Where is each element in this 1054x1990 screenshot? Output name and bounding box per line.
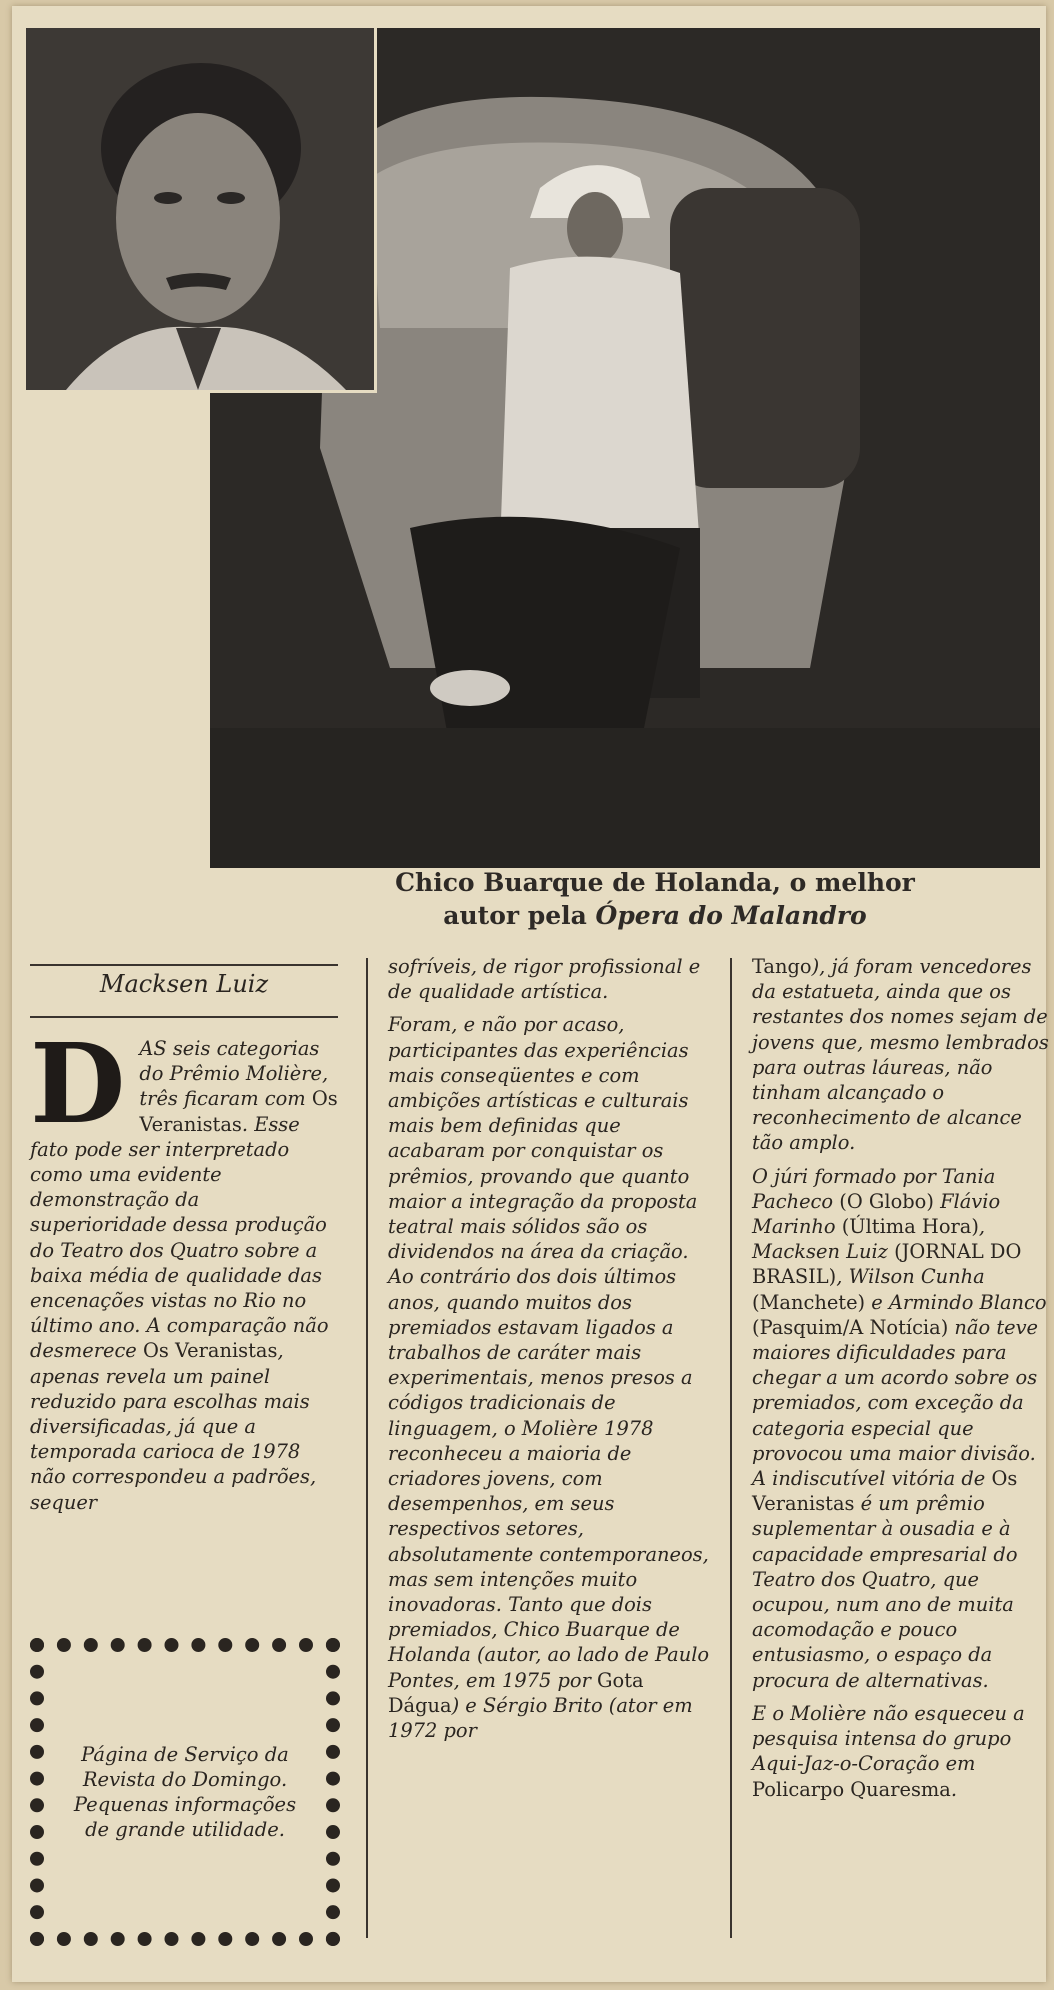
byline-bottom-rule [30,1016,338,1018]
article-paragraph: sofríveis, de rigor profissional e de qualidade artística. [388,955,701,1004]
byline-top-rule [30,964,338,966]
byline: Macksen Luiz [99,970,269,998]
drop-cap: D [30,1019,126,1148]
column-rule-1 [366,958,368,1938]
column-rule-2 [730,958,732,1938]
article-column-3 [752,954,1052,1810]
caption-line-2 [330,899,980,932]
service-box-text: Página de Serviço da Revista do Domingo. Pequenas informações de grande utilidade. [73,1743,297,1841]
article-paragraph: O júri formado por Tania Pacheco (O Globo) Flávio Marinho (Última Hora), Macksen Luiz (JORNAL DO BRASIL), Wilson Cunha (Manchete) e Armindo Blanco (Pasquim/A Notícia) não teve maiores dificuldades para chegar a um acordo sobre os premiados, com exceção da categoria especial que provocou uma maior divisão. A indiscutível vitória de Os Veranistas é um prêmio suplementar à ousadia e à capacidade empresarial do Teatro dos Quatro, que ocupou, num ano de muita acomodação e pouco entusiasmo, o espaço da procura de alternativas. [752,1164,1047,1692]
portrait-illustration [26,28,374,390]
article-paragraph: Foram, e não por acaso, participantes das experiências mais conseqüentes e com ambições artísticas e culturais mais bem definidas que acabaram por conquistar os prêmios, provando que quanto maior a integração da proposta teatral mais sólidos são os dividendos na área da criação. Ao contrário dos dois últimos anos, quando muitos dos premiados estavam ligados a trabalhos de caráter mais experimentais, menos presos a códigos tradicionais de linguagem, o Molière 1978 reconheceu a maioria de criadores jovens, com desempenhos, em seus respectivos setores, absolutamente contemporaneos, mas sem intenções muito inovadoras. Tanto que dois premiados, Chico Buarque de Holanda (autor, ao lado de Paulo Pontes, em 1975 por Gota Dágua) e Sérgio Brito (ator em 1972 por [388,1013,710,1743]
photo-caption [330,866,980,932]
caption-line-1: Chico Buarque de Holanda, o melhor [395,868,915,897]
article-paragraph: E o Molière não esqueceu a pesquisa intensa do grupo Aqui-Jaz-o-Coração em Policarpo Quaresma. [752,1701,1025,1801]
service-info-box [30,1638,340,1946]
caption-title: Ópera do Malandro [595,901,867,930]
article-column-2 [388,954,718,1751]
article-column-1 [30,1019,340,1523]
caption-prefix: autor pela [443,901,596,930]
article-paragraph: DAS seis categorias do Prêmio Molière, três ficaram com Os Veranistas. Esse fato pode ser interpretado como uma evidente demonstração da superioridade dessa produção do Teatro dos Quatro sobre a baixa média de qualidade das encenações vistas no Rio no último ano. A comparação não desmerece Os Veranistas, apenas revela um painel reduzido para escolhas mais diversificadas, já que a temporada carioca de 1978 não correspondeu a padrões, sequer [30,1019,338,1514]
article-paragraph: Tango), já foram vencedores da estatueta, ainda que os restantes dos nomes sejam de jovens que, mesmo lembrados para outras láureas, não tinham alcançado o reconhecimento de alcance tão amplo. [752,955,1049,1155]
portrait-inset-photo [26,28,377,393]
